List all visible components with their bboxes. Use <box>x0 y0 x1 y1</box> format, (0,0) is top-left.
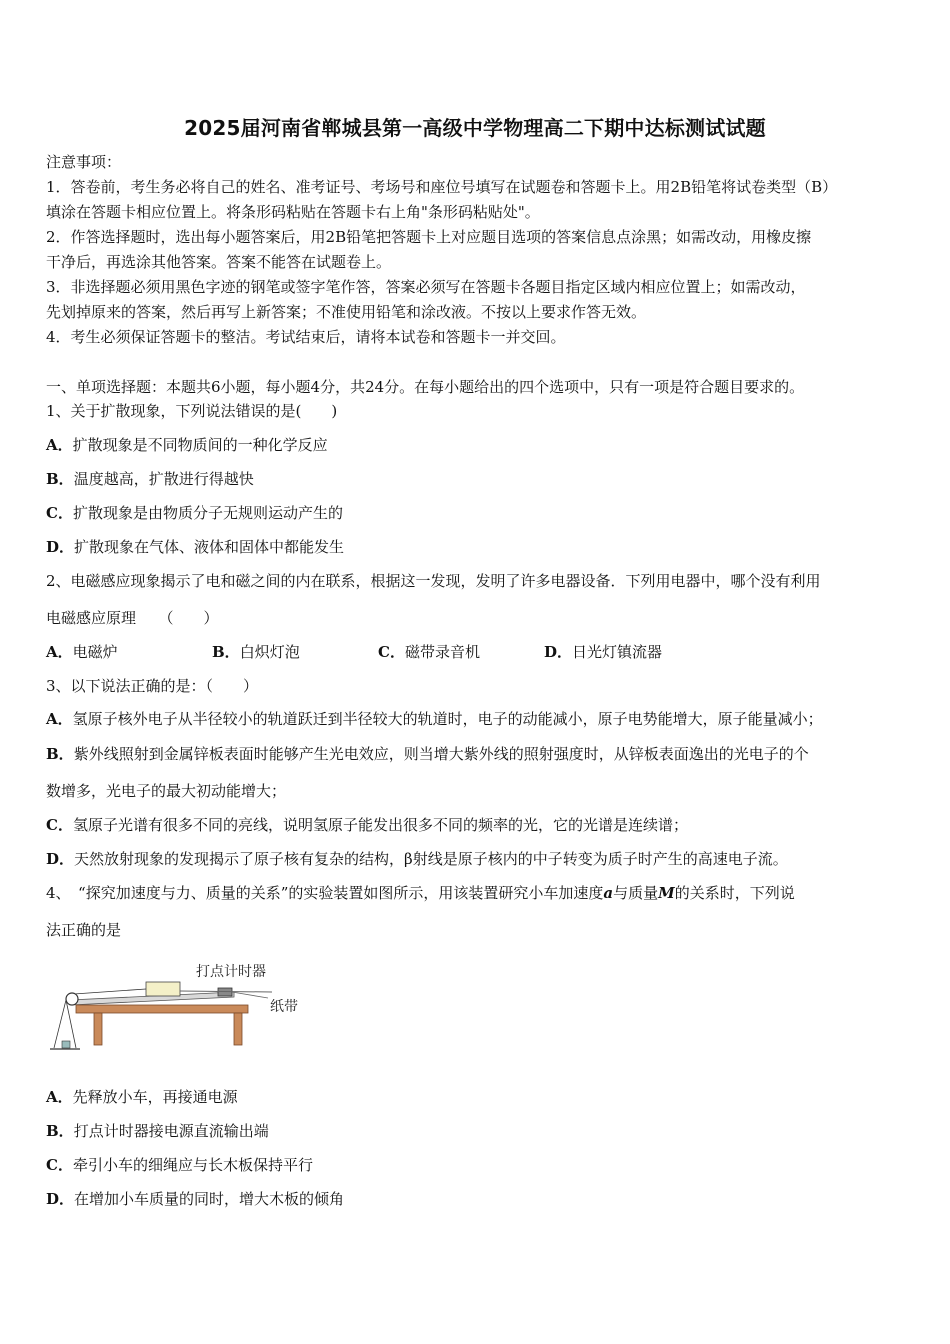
option-label: D． <box>46 850 75 868</box>
option-label: D． <box>46 538 75 556</box>
table-leg <box>234 1013 242 1045</box>
option-text: 温度越高，扩散进行得越快 <box>73 470 254 488</box>
pulley-icon <box>66 993 78 1005</box>
q1-option-c <box>46 503 343 523</box>
option-text: 扩散现象是不同物质间的一种化学反应 <box>72 436 328 454</box>
notice-line: 先划掉原来的答案，然后再写上新答案；不准使用铅笔和涂改液。不按以上要求作答无效。 <box>46 303 647 321</box>
q3-option-b <box>46 744 809 764</box>
option-text: 日光灯镇流器 <box>572 643 663 661</box>
option-text: 先释放小车，再接通电源 <box>72 1088 238 1106</box>
option-label: B． <box>46 745 74 763</box>
option-label: A． <box>46 643 73 661</box>
q4-stem-part: 的关系时，下列说 <box>674 884 795 902</box>
paper-tape <box>180 991 272 992</box>
q4-stem <box>46 883 795 903</box>
q2-stem-cont: 电磁感应原理 （ ） <box>46 609 219 627</box>
option-label: C． <box>46 816 73 834</box>
notice-heading: 注意事项： <box>46 153 122 171</box>
q2-option-a <box>46 642 212 662</box>
q1-option-b <box>46 469 254 489</box>
table-leg <box>94 1013 102 1045</box>
q4-stem-cont: 法正确的是 <box>46 921 122 939</box>
notice-line: 4．考生必须保证答题卡的整洁。考试结束后，请将本试卷和答题卡一并交回。 <box>46 328 566 346</box>
option-text: 白炽灯泡 <box>239 643 300 661</box>
option-text: 氢原子光谱有很多不同的亮线，说明氢原子能发出很多不同的频率的光，它的光谱是连续谱； <box>72 816 688 834</box>
q3-option-b-cont: 数增多，光电子的最大初动能增大； <box>46 782 287 800</box>
option-text: 磁带录音机 <box>404 643 480 661</box>
option-label: D． <box>544 643 573 661</box>
option-text: 扩散现象在气体、液体和固体中都能发生 <box>74 538 345 556</box>
variable-a: a <box>603 884 614 902</box>
option-label: B． <box>46 470 74 488</box>
option-label: A． <box>46 436 73 454</box>
page-title: 2025届河南省郸城县第一高级中学物理高二下期中达标测试试题 <box>184 116 766 140</box>
q4-stem-part: 与质量 <box>613 884 659 902</box>
q2-option-d <box>544 642 710 662</box>
weight-block <box>62 1041 70 1048</box>
option-text: 氢原子核外电子从半径较小的轨道跃迁到半径较大的轨道时，电子的动能减小，原子电势能增大，原子能量减小； <box>72 710 823 728</box>
q1-option-a <box>46 435 328 455</box>
option-label: B． <box>46 1122 74 1140</box>
q4-option-d <box>46 1189 344 1209</box>
q2-stem: 2、电磁感应现象揭示了电和磁之间的内在联系，根据这一发现，发明了许多电器设备．下列用电器中，哪个没有利用 <box>46 572 821 590</box>
option-text: 紫外线照射到金属锌板表面时能够产生光电效应，则当增大紫外线的照射强度时，从锌板表面逸出的光电子的个 <box>73 745 809 763</box>
label-tape: 纸带 <box>270 999 298 1015</box>
q2-options <box>46 642 710 662</box>
option-text: 牵引小车的细绳应与长木板保持平行 <box>72 1156 313 1174</box>
q4-option-c <box>46 1155 313 1175</box>
option-text: 打点计时器接电源直流输出端 <box>73 1122 269 1140</box>
option-text: 电磁炉 <box>72 643 118 661</box>
option-text: 在增加小车质量的同时，增大木板的倾角 <box>74 1190 345 1208</box>
option-label: B． <box>212 643 240 661</box>
option-label: D． <box>46 1190 75 1208</box>
notice-line: 1．答卷前，考生务必将自己的姓名、准考证号、考场号和座位号填写在试题卷和答题卡上。用2B铅笔将试卷类型（B） <box>46 178 838 196</box>
label-timer: 打点计时器 <box>196 964 266 980</box>
experiment-figure <box>46 958 316 1058</box>
q2-option-c <box>378 642 544 662</box>
q1-stem: 1、关于扩散现象，下列说法错误的是( ) <box>46 402 338 420</box>
variable-m: M <box>658 884 675 902</box>
q4-option-a <box>46 1087 238 1107</box>
leader-line <box>232 992 268 998</box>
option-label: A． <box>46 710 73 728</box>
notice-line: 2．作答选择题时，选出每小题答案后，用2B铅笔把答题卡上对应题目选项的答案信息点涂黑；如需改动，用橡皮擦 <box>46 228 812 246</box>
section-heading: 一、单项选择题：本题共6小题，每小题4分，共24分。在每小题给出的四个选项中，只有一项是符合题目要求的。 <box>46 378 805 396</box>
q3-option-c <box>46 815 688 835</box>
string <box>74 989 146 994</box>
notice-line: 填涂在答题卡相应位置上。将条形码粘贴在答题卡右上角"条形码粘贴处"。 <box>46 203 540 221</box>
q3-option-d <box>46 849 788 869</box>
option-label: A． <box>46 1088 73 1106</box>
option-label: C． <box>378 643 405 661</box>
notice-line: 干净后，再选涂其他答案。答案不能答在试题卷上。 <box>46 253 392 271</box>
option-text: 扩散现象是由物质分子无规则运动产生的 <box>72 504 343 522</box>
q2-option-b <box>212 642 378 662</box>
option-text: 天然放射现象的发现揭示了原子核有复杂的结构，β射线是原子核内的中子转变为质子时产生的高速电子流。 <box>74 850 788 868</box>
table-top <box>76 1005 248 1013</box>
q4-option-b <box>46 1121 269 1141</box>
option-label: C． <box>46 504 73 522</box>
q3-option-a <box>46 709 823 729</box>
cart <box>146 982 180 996</box>
q3-stem: 3、以下说法正确的是：（ ） <box>46 677 259 695</box>
q4-stem-part: 4、 “探究加速度与力、质量的关系”的实验装置如图所示，用该装置研究小车加速度 <box>46 884 604 902</box>
notice-line: 3．非选择题必须用黑色字迹的钢笔或签字笔作答，答案必须写在答题卡各题目指定区域内相应位置上；如需改动， <box>46 278 806 296</box>
option-label: C． <box>46 1156 73 1174</box>
q1-option-d <box>46 537 344 557</box>
